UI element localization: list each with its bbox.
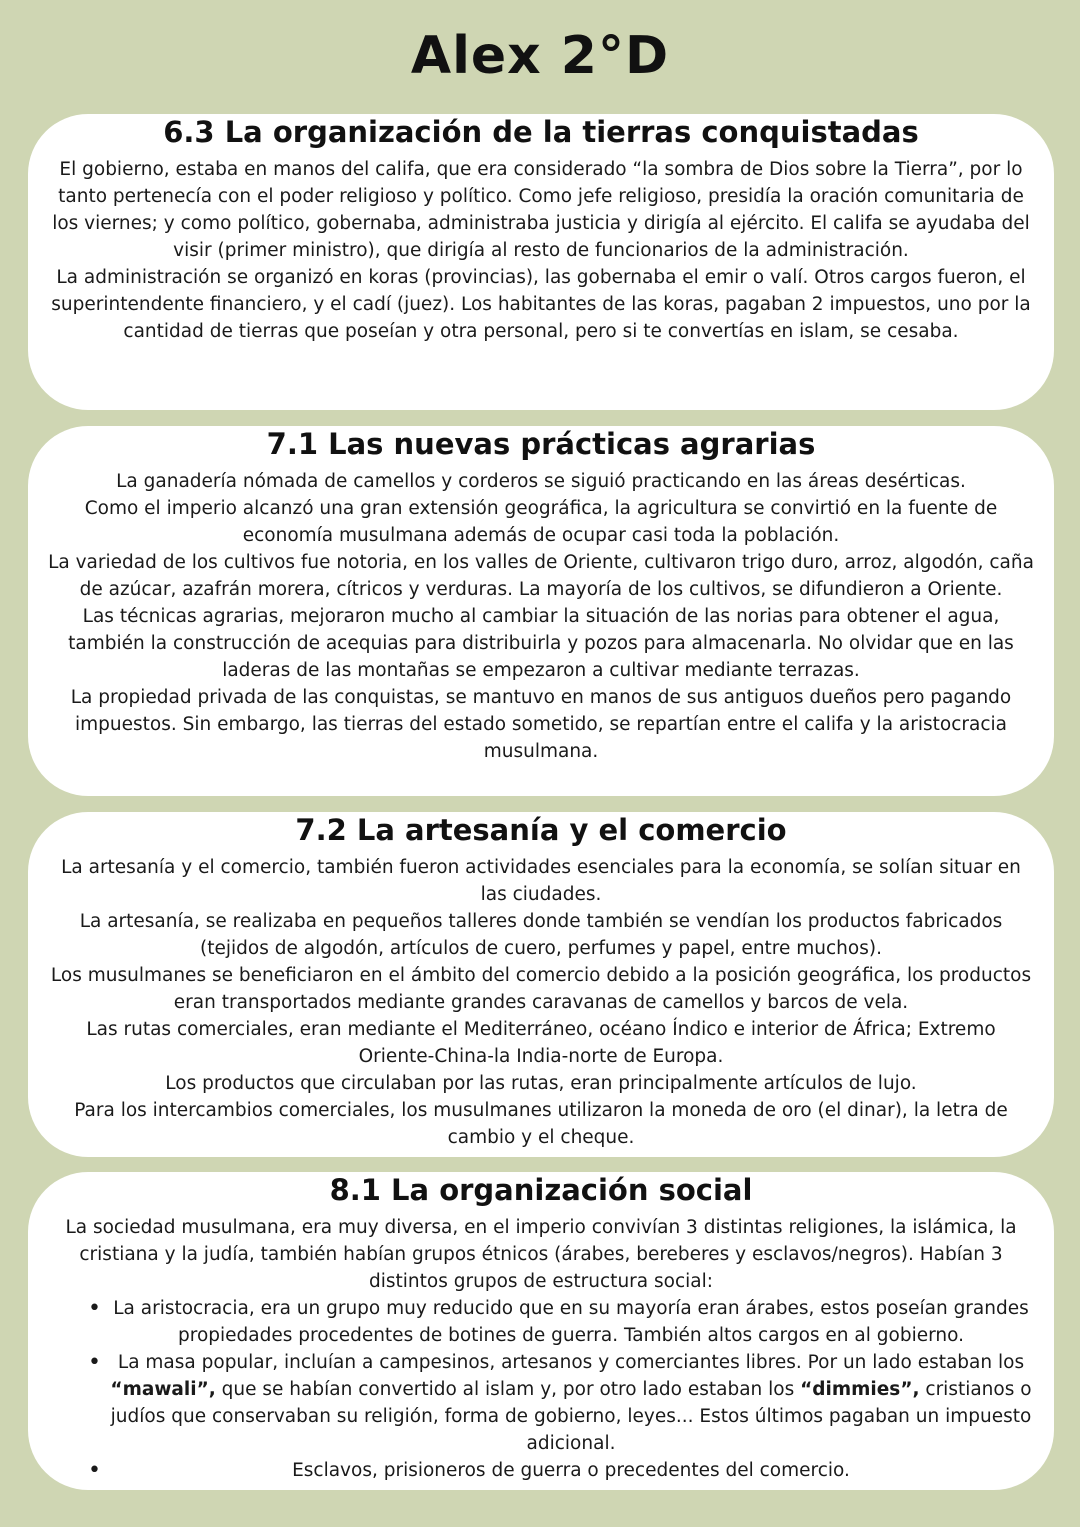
paragraph: La sociedad musulmana, era muy diversa, en el imperio convivían 3 distintas religiones, la islámica, la cristiana y la judía, también habían grupos étnicos (árabes, bereberes y esclavos/negros). Habían 3 distintos grupos de estructura social:	[65, 1217, 1017, 1292]
paragraph: La propiedad privada de las conquistas, se mantuvo en manos de sus antiguos dueños pero pagando impuestos. Sin embargo, las tierras del estado sometido, se repartían entre el califa y la aristocracia musulmana.	[70, 687, 1012, 762]
bullet-icon: •	[88, 1296, 101, 1321]
paragraph: La artesanía y el comercio, también fueron actividades esenciales para la economía, se solían situar en las ciudades.	[61, 857, 1021, 905]
list-item	[46, 1457, 1036, 1484]
list-item	[46, 1295, 1036, 1349]
section-body	[46, 468, 1036, 765]
paragraph: La variedad de los cultivos fue notoria, en los valles de Oriente, cultivaron trigo duro, arroz, algodón, caña de azúcar, azafrán morera, cítricos y verduras. La mayoría de los cultivos, se difundieron a Oriente.	[48, 552, 1034, 600]
section-heading: 7.1 Las nuevas prácticas agrarias	[266, 427, 816, 461]
paragraph: Como el imperio alcanzó una gran extensión geográfica, la agricultura se convirtió en la fuente de economía musulmana además de ocupar casi toda la población.	[84, 498, 998, 546]
section-card-8-1	[28, 1172, 1054, 1490]
list-item-text: La masa popular, incluían a campesinos, artesanos y comerciantes libres. Por un lado estaban los “mawali”, que se habían convertido al islam y, por otro lado estaban los “dimmies”, cristianos o judíos que conservaban su religión, forma de gobierno, leyes... Estos últimos pagaban un impuesto adicional.	[110, 1352, 1032, 1454]
paragraph: Los musulmanes se beneficiaron en el ámbito del comercio debido a la posición geográfica, los productos eran transportados mediante grandes caravanas de camellos y barcos de vela.	[50, 965, 1032, 1013]
bullet-icon: •	[88, 1458, 101, 1483]
paragraph: La administración se organizó en koras (provincias), las gobernaba el emir o valí. Otros cargos fueron, el superintendente financiero, y el cadí (juez). Los habitantes de las koras, pagaban 2 impuestos, uno por la cantidad de tierras que poseían y otra personal, pero si te convertías en islam, se cesaba.	[51, 267, 1031, 342]
page-title: Alex 2°D	[410, 26, 670, 86]
section-heading: 6.3 La organización de la tierras conquistadas	[163, 115, 919, 149]
bullet-icon: •	[88, 1350, 101, 1375]
section-body	[46, 854, 1036, 1151]
section-card-7-1	[28, 426, 1054, 796]
section-card-6-3	[28, 114, 1054, 410]
list-item-text: La aristocracia, era un grupo muy reducido que en su mayoría eran árabes, estos poseían grandes propiedades procedentes de botines de guerra. También altos cargos en al gobierno.	[113, 1298, 1029, 1346]
term-mawali: “mawali”,	[110, 1379, 216, 1400]
paragraph: El gobierno, estaba en manos del califa, que era considerado “la sombra de Dios sobre la Tierra”, por lo tanto pertenecía con el poder religioso y político. Como jefe religioso, presidía la oración comunitaria de los viernes; y como político, gobernaba, administraba justicia y dirigía al ejército. El califa se ayudaba del visir (primer ministro), que dirigía al resto de funcionarios de la administración.	[52, 159, 1030, 261]
paragraph: Las rutas comerciales, eran mediante el Mediterráneo, océano Índico e interior de África; Extremo Oriente-China-la India-norte de Europa.	[86, 1019, 996, 1067]
paragraph: Las técnicas agrarias, mejoraron mucho al cambiar la situación de las norias para obtener el agua, también la construcción de acequias para distribuirla y pozos para almacenarla. No olvidar que en las laderas de las montañas se empezaron a cultivar mediante terrazas.	[68, 606, 1014, 681]
list-item	[46, 1349, 1036, 1457]
section-body	[46, 1214, 1036, 1484]
section-heading: 7.2 La artesanía y el comercio	[295, 813, 787, 847]
paragraph: Los productos que circulaban por las rutas, eran principalmente artículos de lujo.	[165, 1073, 917, 1094]
section-card-7-2	[28, 812, 1054, 1157]
paragraph: La artesanía, se realizaba en pequeños talleres donde también se vendían los productos fabricados (tejidos de algodón, artículos de cuero, perfumes y papel, entre muchos).	[79, 911, 1003, 959]
paragraph: La ganadería nómada de camellos y corderos se siguió practicando en las áreas desérticas.	[116, 471, 966, 492]
bullet-list	[46, 1295, 1036, 1484]
paragraph: Para los intercambios comerciales, los musulmanes utilizaron la moneda de oro (el dinar), la letra de cambio y el cheque.	[74, 1100, 1008, 1148]
term-dimmies: “dimmies”,	[800, 1379, 920, 1400]
section-heading: 8.1 La organización social	[329, 1173, 753, 1207]
list-item-text: Esclavos, prisioneros de guerra o precedentes del comercio.	[292, 1460, 850, 1481]
section-body	[46, 156, 1036, 345]
